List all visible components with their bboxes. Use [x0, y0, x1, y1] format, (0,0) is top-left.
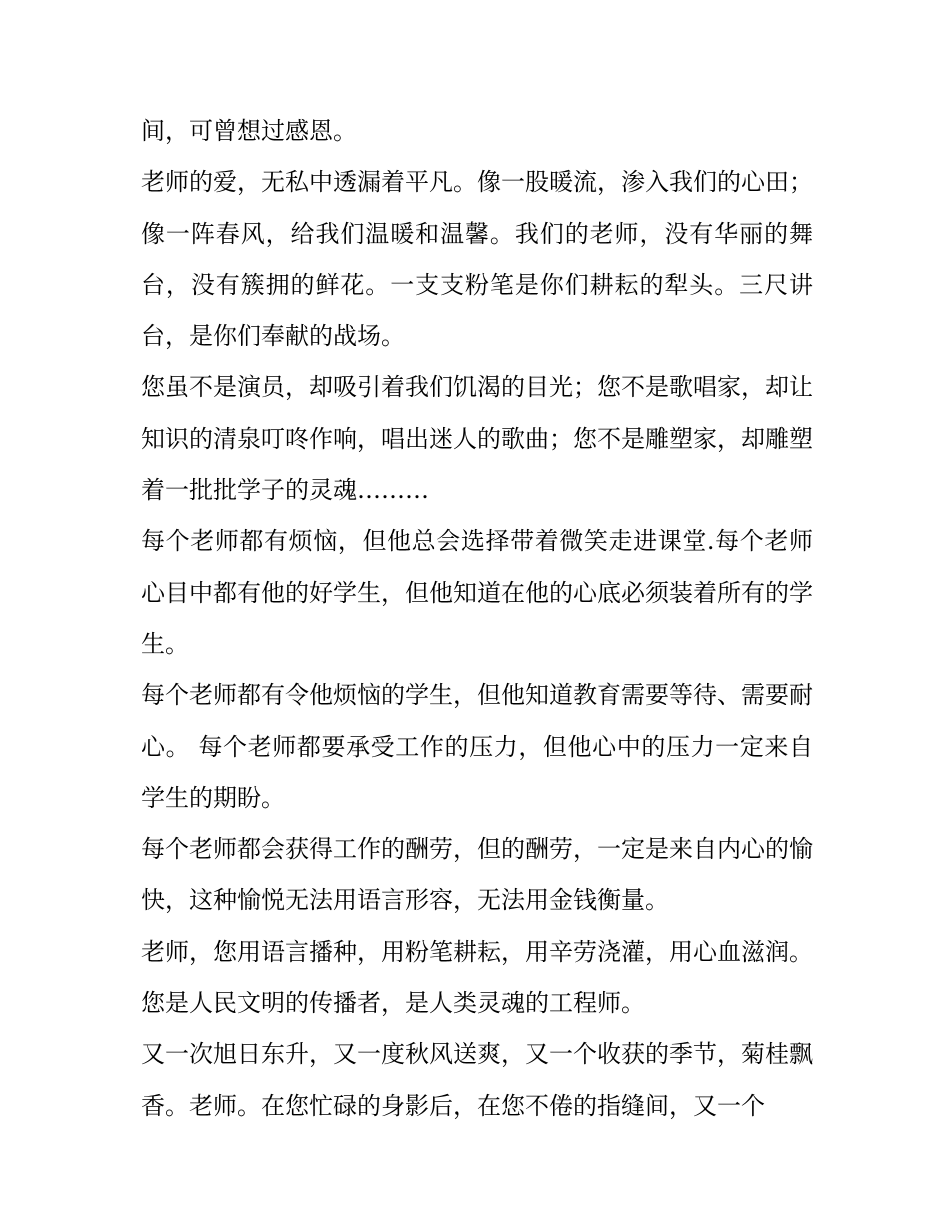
paragraph-1: 间，可曾想过感恩。 — [141, 117, 357, 145]
paragraph-8: 又一次旭日东升，又一度秋风送爽，又一个收获的季节，菊桂飘香。老师。在您忙碌的身影后，在您不倦的指缝间，又一个 — [141, 1040, 813, 1120]
paragraph-2: 老师的爱，无私中透漏着平凡。像一股暖流，渗入我们的心田；像一阵春风，给我们温暖和温馨。我们的老师，没有华丽的舞台，没有簇拥的鲜花。一支支粉笔是你们耕耘的犁头。三尺讲台，是你们奉献的战场。 — [141, 168, 813, 351]
paragraph-3: 您虽不是演员，却吸引着我们饥渴的目光；您不是歌唱家，却让知识的清泉叮咚作响，唱出迷人的歌曲；您不是雕塑家，却雕塑着一批批学子的灵魂……… — [141, 373, 813, 505]
paragraph-4: 每个老师都有烦恼，但他总会选择带着微笑走进课堂.每个老师心目中都有他的好学生，但他知道在他的心底必须装着所有的学生。 — [141, 527, 813, 658]
paragraph-7: 老师，您用语言播种，用粉笔耕耘，用辛劳浇灌，用心血滋润。您是人民文明的传播者，是人类灵魂的工程师。 — [141, 937, 813, 1018]
paragraph-5: 每个老师都有令他烦恼的学生，但他知道教育需要等待、需要耐心。 每个老师都要承受工作的压力，但他心中的压力一定来自学生的期盼。 — [141, 681, 813, 812]
document-body — [141, 106, 813, 1132]
paragraph-6: 每个老师都会获得工作的酬劳，但的酬劳，一定是来自内心的愉快，这种愉悦无法用语言形容，无法用金钱衡量。 — [141, 835, 813, 915]
